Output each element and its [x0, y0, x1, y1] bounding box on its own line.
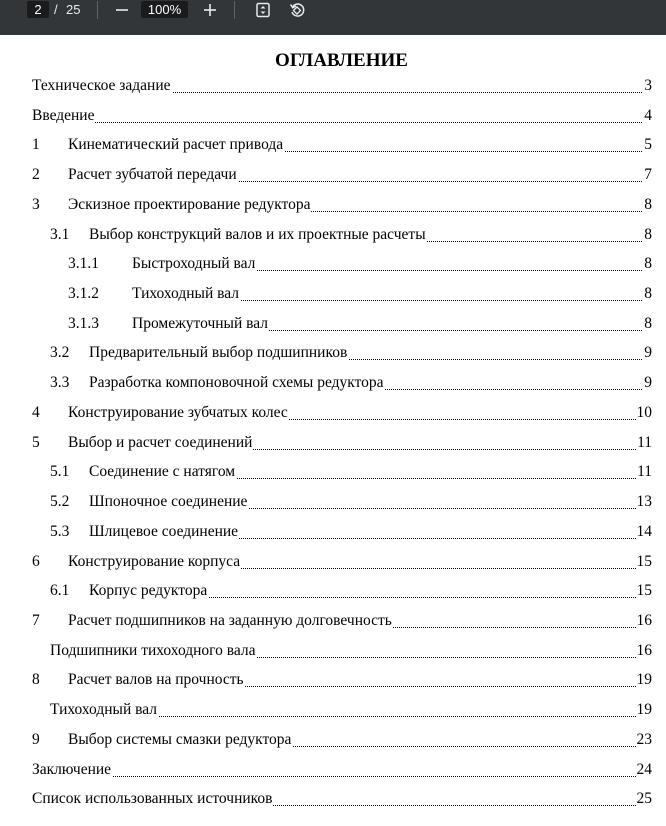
toc-entry-page: 8 [643, 283, 652, 305]
toc-entry[interactable] [0, 342, 666, 364]
toc-entry[interactable] [0, 402, 666, 424]
toc-entry[interactable] [0, 580, 666, 602]
toc-entry-number: 8 [32, 671, 40, 689]
total-pages: 25 [66, 2, 81, 17]
toc-entry[interactable] [0, 729, 666, 751]
toc-entry-page: 19 [636, 669, 653, 691]
toc-entry-title: Расчет подшипников на заданную долговечность [68, 610, 393, 632]
zoom-out-button[interactable] [111, 0, 133, 20]
toc-entry[interactable] [0, 164, 666, 186]
toc-entry-title: Промежуточный вал [132, 313, 269, 335]
toc-entry-page: 7 [643, 164, 652, 186]
toc-entry[interactable] [0, 372, 666, 394]
toc-dot-leader [32, 774, 644, 777]
toc-entry[interactable] [0, 461, 666, 483]
toc-entry-title: Введение [32, 105, 95, 127]
toc-entry-page: 11 [636, 432, 652, 454]
toc-entry[interactable] [0, 253, 666, 275]
toc-entry[interactable] [0, 699, 666, 721]
toc-entry-number: 5.1 [50, 463, 70, 481]
toc-entry-title: Быстроходный вал [132, 253, 256, 275]
page-number-input[interactable]: 2 [27, 1, 49, 18]
rotate-button[interactable] [286, 0, 308, 20]
toc-entry-page: 15 [636, 551, 653, 573]
toc-entry-page: 14 [636, 521, 653, 543]
toc-entry-page: 3 [643, 75, 652, 97]
toc-entry[interactable] [0, 75, 666, 97]
toc-entry-number: 6 [32, 552, 40, 570]
pdf-toolbar [0, 0, 666, 35]
toc-entry[interactable] [0, 134, 666, 156]
toc-dot-leader [32, 120, 644, 123]
toc-entry-number: 5.2 [50, 493, 70, 511]
toc-entry[interactable] [0, 669, 666, 691]
toc-entry-title: Расчет зубчатой передачи [68, 164, 238, 186]
toc-entry-number: 5.3 [50, 522, 70, 540]
toc-entry-title: Корпус редуктора [89, 580, 208, 602]
minus-icon [115, 3, 129, 17]
toolbar-divider [234, 1, 235, 19]
toc-entry-page: 10 [636, 402, 653, 424]
toc-entry-title: Тихоходный вал [50, 699, 158, 721]
toc-entry[interactable] [0, 759, 666, 781]
toc-entry[interactable] [0, 551, 666, 573]
toc-entry[interactable] [0, 432, 666, 454]
toc-entry-page: 25 [636, 788, 653, 810]
toc-entry[interactable] [0, 788, 666, 810]
toc-title: ОГЛАВЛЕНИЕ [275, 50, 408, 71]
toc-entry-title: Предварительный выбор подшипников [89, 342, 348, 364]
toc-entry[interactable] [0, 640, 666, 662]
toc-entry-page: 23 [636, 729, 653, 751]
toc-entry[interactable] [0, 313, 666, 335]
toc-entry-number: 3 [32, 195, 40, 213]
toc-entry-title: Тихоходный вал [132, 283, 240, 305]
toc-entry-number: 3.2 [50, 344, 70, 362]
toc-entry-page: 19 [636, 699, 653, 721]
toc-entry-page: 8 [643, 194, 652, 216]
toc-entry-title: Шпоночное соединение [89, 491, 248, 513]
toc-entry-title: Конструирование корпуса [68, 551, 241, 573]
toc-entry-number: 5 [32, 433, 40, 451]
toc-entry-page: 9 [643, 372, 652, 394]
toc-entry-page: 4 [643, 105, 652, 127]
toc-entry[interactable] [0, 224, 666, 246]
toc-entry-page: 16 [636, 610, 653, 632]
toc-entry-page: 15 [636, 580, 653, 602]
toc-entry-page: 11 [636, 461, 652, 483]
toc-entry[interactable] [0, 491, 666, 513]
plus-icon [203, 3, 217, 17]
toc-entry-title: Подшипники тихоходного вала [50, 640, 257, 662]
fit-page-button[interactable] [252, 0, 274, 20]
toc-entry-number: 3.1.3 [68, 314, 99, 332]
toc-entry-title: Выбор конструкций валов и их проектные расчеты [89, 224, 427, 246]
toc-entry-title: Конструирование зубчатых колес [68, 402, 289, 424]
toc-entry-title: Расчет валов на прочность [68, 669, 245, 691]
toc-entry-number: 4 [32, 403, 40, 421]
toc-entry-title: Заключение [32, 759, 112, 781]
toc-entry-page: 8 [643, 313, 652, 335]
toc-entry-page: 8 [643, 224, 652, 246]
toc-entry-title: Эскизное проектирование редуктора [68, 194, 311, 216]
toc-entry[interactable] [0, 105, 666, 127]
toolbar-divider [97, 1, 98, 19]
toc-entry-title: Техническое задание [32, 75, 172, 97]
toc-entry-number: 3.1 [50, 225, 70, 243]
toc-entry-number: 1 [32, 136, 40, 154]
fit-page-icon [255, 2, 271, 18]
toc-entry-page: 24 [636, 759, 653, 781]
toc-entry-number: 6.1 [50, 582, 70, 600]
toc-entry-number: 2 [32, 166, 40, 184]
toc-entry[interactable] [0, 194, 666, 216]
toc-entry-number: 7 [32, 611, 40, 629]
toc-entry-title: Выбор и расчет соединений [68, 432, 253, 454]
toc-entry-page: 8 [643, 253, 652, 275]
rotate-icon [288, 1, 306, 19]
document-page [0, 35, 666, 826]
toc-entry-page: 5 [643, 134, 652, 156]
toc-entry-title: Разработка компоновочной схемы редуктора [89, 372, 385, 394]
toc-entry-page: 13 [636, 491, 653, 513]
toc-entry-number: 3.1.2 [68, 285, 99, 303]
toc-entry-title: Шлицевое соединение [89, 521, 239, 543]
toc-entry-page: 16 [636, 640, 653, 662]
toc-entry-title: Кинематический расчет привода [68, 134, 284, 156]
toc-entry[interactable] [0, 610, 666, 632]
toc-entry-number: 3.3 [50, 374, 70, 392]
zoom-level-input[interactable]: 100% [141, 1, 188, 18]
toc-entry-number: 3.1.1 [68, 255, 99, 273]
toc-entry-number: 9 [32, 730, 40, 748]
toc-entry-page: 9 [643, 342, 652, 364]
toc-entry[interactable] [0, 521, 666, 543]
toc-entry-title: Список использованных источников [32, 788, 273, 810]
zoom-in-button[interactable] [199, 0, 221, 20]
toc-entry-title: Соединение с натягом [89, 461, 236, 483]
toc-entry[interactable] [0, 283, 666, 305]
page-separator: / [54, 2, 58, 17]
toc-entry-title: Выбор системы смазки редуктора [68, 729, 292, 751]
